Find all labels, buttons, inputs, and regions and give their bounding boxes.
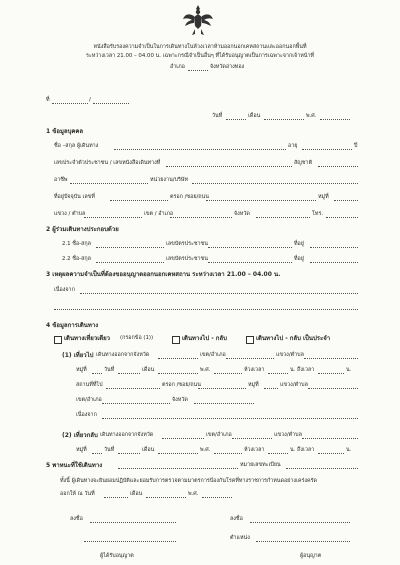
header-district-label: อำเภอ — [170, 64, 185, 70]
destination-district-label: เขต/อำเภอ — [76, 397, 102, 403]
return-day-field[interactable] — [118, 453, 140, 454]
garuda-emblem-icon — [182, 4, 214, 36]
authorizer-caption: ผู้อนุญาต — [300, 553, 322, 559]
form-title-line2: ระหว่างเวลา 21.00 – 04.00 น. เฉพาะกรณีจำเป็นอื่นๆ ที่ได้รับอนุญาตเป็นการเฉพาะจากเจ้าหน้าที่ — [85, 53, 315, 59]
one-way-label: เดินทางเที่ยวเดียว — [64, 335, 111, 342]
province-field[interactable] — [256, 217, 310, 218]
outbound-label: (1) เที่ยวไป — [62, 352, 94, 359]
header-year-field[interactable] — [320, 119, 350, 120]
issued-year-field[interactable] — [202, 497, 232, 498]
issued-day-field[interactable] — [104, 497, 128, 498]
address-number-field[interactable] — [110, 200, 168, 201]
outbound-district-label: เขต/อำเภอ — [200, 352, 226, 358]
permittee-caption: ผู้ได้รับอนุญาต — [100, 553, 134, 559]
issued-month-field[interactable] — [146, 497, 186, 498]
issued-month-label: เดือน — [130, 491, 143, 497]
destination-label: สถานที่ที่ไป — [76, 382, 103, 388]
companion2-name-field[interactable] — [96, 262, 164, 263]
position-field[interactable] — [256, 541, 350, 542]
outbound-province-field[interactable] — [158, 358, 198, 359]
companion1-id-field[interactable] — [208, 247, 292, 248]
destination-province-field[interactable] — [194, 403, 254, 404]
doc-number-label: ที่ — [46, 97, 50, 103]
return-moo-label: หมู่ที่ — [76, 447, 87, 453]
destination-moo-field[interactable] — [264, 388, 278, 389]
permittee-signature-field[interactable] — [90, 522, 176, 523]
doc-number-slash: / — [89, 97, 91, 103]
outbound-month-field[interactable] — [158, 373, 198, 374]
occupation-field[interactable] — [70, 183, 148, 184]
outbound-moo-label: หมู่ที่ — [76, 367, 87, 373]
outbound-day-field[interactable] — [118, 373, 140, 374]
age-unit: ปี — [354, 143, 358, 149]
return-time-label: ห้วงเวลา — [244, 447, 265, 453]
companion2-address-label: ที่อยู่ — [294, 256, 304, 262]
companion1-address-field[interactable] — [310, 247, 358, 248]
id-field[interactable] — [166, 166, 292, 167]
vehicle-type-field[interactable] — [118, 468, 238, 469]
outbound-from-label: เดินทางออกจากจังหวัด — [96, 352, 150, 358]
return-n-label: น. — [346, 447, 352, 453]
header-year-label: พ.ศ. — [306, 113, 317, 119]
destination-province-label: จังหวัด — [172, 397, 188, 403]
name-field[interactable] — [114, 149, 286, 150]
return-time-from-field[interactable] — [268, 453, 288, 454]
regular-trip-checkbox[interactable] — [246, 336, 254, 344]
destination-ward-field[interactable] — [308, 388, 358, 389]
province-label: จังหวัด — [234, 211, 250, 217]
return-time-to-field[interactable] — [318, 453, 344, 454]
form-title-line1: หนังสือรับรองความจำเป็นในการเดินทางในห้วงเวลาห้ามออกนอกเคหสถานและออกนอกพื้นที่ — [93, 44, 307, 50]
id-label: เลขประจำตัวประชาชน / เลขหนังสือเดินทางที่ — [54, 160, 161, 166]
companion1-name-field[interactable] — [96, 247, 164, 248]
phone-field[interactable] — [326, 217, 358, 218]
destination-alley-label: ตรอก /ซอย/ถนน — [162, 382, 201, 388]
return-year-field[interactable] — [214, 453, 242, 454]
outbound-time-from-field[interactable] — [268, 373, 288, 374]
header-district-field[interactable] — [188, 70, 208, 71]
address-label: ที่อยู่ปัจจุบัน เลขที่ — [54, 194, 95, 200]
outbound-month-label: เดือน — [142, 367, 155, 373]
companion1-id-label: เลขบัตรประชาชน — [166, 241, 208, 247]
companion2-address-field[interactable] — [310, 262, 358, 263]
header-month-label: เดือน — [248, 113, 261, 119]
section2-heading: 2 ผู้ร่วมเดินทางประกอบด้วย — [46, 226, 119, 233]
outbound-subdistrict-field[interactable] — [304, 358, 358, 359]
round-trip-checkbox[interactable] — [172, 336, 180, 344]
return-subdistrict-field[interactable] — [302, 438, 358, 439]
plate-field[interactable] — [286, 468, 358, 469]
companion2-id-label: เลขบัตรประชาชน — [166, 256, 208, 262]
one-way-note: (กรอกข้อ (1)) — [120, 335, 154, 341]
return-month-field[interactable] — [158, 453, 198, 454]
phone-label: โทร. — [312, 211, 324, 217]
authorizer-sign-label: ลงชื่อ — [230, 516, 243, 522]
agency-label: หน่วยงาน/บริษัท — [150, 177, 189, 183]
moo-label: หมู่ที่ — [318, 194, 329, 200]
destination-moo-label: หมู่ที่ — [248, 382, 259, 388]
nationality-label: สัญชาติ — [294, 160, 313, 166]
permittee-printed-name-field[interactable] — [84, 541, 176, 542]
section5-heading: 5 พาหนะที่ใช้เดินทาง — [46, 462, 103, 469]
destination-district-field[interactable] — [102, 403, 170, 404]
age-field[interactable] — [302, 149, 352, 150]
position-label: ตำแหน่ง — [230, 535, 250, 541]
agency-field[interactable] — [192, 183, 358, 184]
outbound-n-label: น. — [346, 367, 352, 373]
outbound-day-label: วันที่ — [104, 367, 115, 373]
outbound-moo-field[interactable] — [92, 373, 102, 374]
plate-label: หมายเลขทะเบียน — [240, 462, 281, 468]
reason-field-line2[interactable] — [54, 309, 358, 310]
outbound-reason-label: เนื่องจาก — [76, 412, 97, 418]
permittee-sign-label: ลงชื่อ — [70, 516, 83, 522]
nationality-field[interactable] — [318, 166, 358, 167]
header-province-label: จังหวัดอ่างทอง — [210, 64, 245, 70]
name-label: ชื่อ –สกุล ผู้เดินทาง — [54, 143, 99, 149]
section3-heading: 3 เหตุผลความจำเป็นที่ต้องขออนุญาตออกนอกเคหสถาน ระหว่างเวลา 21.00 – 04.00 น. — [46, 271, 281, 278]
return-from-label: เดินทางออกจากจังหวัด — [100, 432, 154, 438]
outbound-year-label: พ.ศ. — [200, 367, 211, 373]
doc-number-field[interactable] — [52, 103, 88, 104]
alley-label: ตรอก /ซอย/ถนน — [170, 194, 209, 200]
regular-trip-label: เดินทางไป - กลับ เป็นประจำ — [256, 335, 331, 342]
issued-year-label: พ.ศ. — [188, 491, 199, 497]
return-subdistrict-label: แขวง/ตำบล — [274, 432, 302, 438]
subdistrict-field[interactable] — [84, 217, 142, 218]
return-month-label: เดือน — [142, 447, 155, 453]
outbound-district-field[interactable] — [226, 358, 274, 359]
district-label: เขต / อำเภอ — [144, 211, 174, 217]
return-until-label: น. ถึงเวลา — [290, 447, 315, 453]
round-trip-label: เดินทางไป - กลับ — [182, 335, 227, 342]
return-moo-field[interactable] — [92, 453, 102, 454]
outbound-subdistrict-label: แขวง/ตำบล — [276, 352, 304, 358]
header-month-field[interactable] — [264, 119, 304, 120]
alley-field[interactable] — [206, 200, 316, 201]
companion1-label: 2.1 ชื่อ-สกุล — [62, 241, 91, 247]
companion2-label: 2.2 ชื่อ-สกุล — [62, 256, 91, 262]
occupation-label: อาชีพ — [54, 177, 68, 183]
return-year-label: พ.ศ. — [200, 447, 211, 453]
age-label: อายุ — [288, 143, 298, 149]
outbound-until-label: น. ถึงเวลา — [290, 367, 315, 373]
issued-date-label: ออกให้ ณ วันที่ — [60, 491, 95, 497]
moo-field[interactable] — [334, 200, 358, 201]
return-district-label: เขต/อำเภอ — [206, 432, 232, 438]
return-day-label: วันที่ — [104, 447, 115, 453]
outbound-time-label: ห้วงเวลา — [244, 367, 265, 373]
section1-heading: 1 ข้อมูลบุคคล — [46, 128, 84, 135]
one-way-checkbox[interactable] — [54, 336, 62, 344]
outbound-reason-field[interactable] — [102, 418, 358, 419]
companion2-id-field[interactable] — [208, 262, 292, 263]
closing-statement: ทั้งนี้ ผู้เดินทางจะยินยอมปฏิบัติและยอมรับการตรวจตามมาตรการป้องกันโรคที่ทางราชการกำหนดอย่างเคร่งครัด — [60, 478, 317, 484]
destination-ward-label: แขวง/ตำบล — [280, 382, 308, 388]
destination-field[interactable] — [106, 388, 160, 389]
district-field[interactable] — [170, 217, 232, 218]
section4-heading: 4 ข้อมูลการเดินทาง — [46, 322, 99, 329]
outbound-year-field[interactable] — [214, 373, 242, 374]
return-district-field[interactable] — [232, 438, 272, 439]
reason-field-line1[interactable] — [80, 293, 358, 294]
return-label: (2) เที่ยวกลับ — [62, 432, 98, 439]
authorizer-signature-field[interactable] — [250, 522, 350, 523]
destination-alley-field[interactable] — [198, 388, 246, 389]
header-date-field[interactable] — [226, 119, 246, 120]
subdistrict-label: แขวง / ตำบล — [54, 211, 86, 217]
header-date-label: วันที่ — [212, 113, 223, 119]
companion1-address-label: ที่อยู่ — [294, 241, 304, 247]
return-province-field[interactable] — [162, 438, 204, 439]
doc-number-year-field[interactable] — [93, 103, 129, 104]
outbound-time-to-field[interactable] — [318, 373, 344, 374]
reason-label: เนื่องจาก — [54, 287, 75, 293]
